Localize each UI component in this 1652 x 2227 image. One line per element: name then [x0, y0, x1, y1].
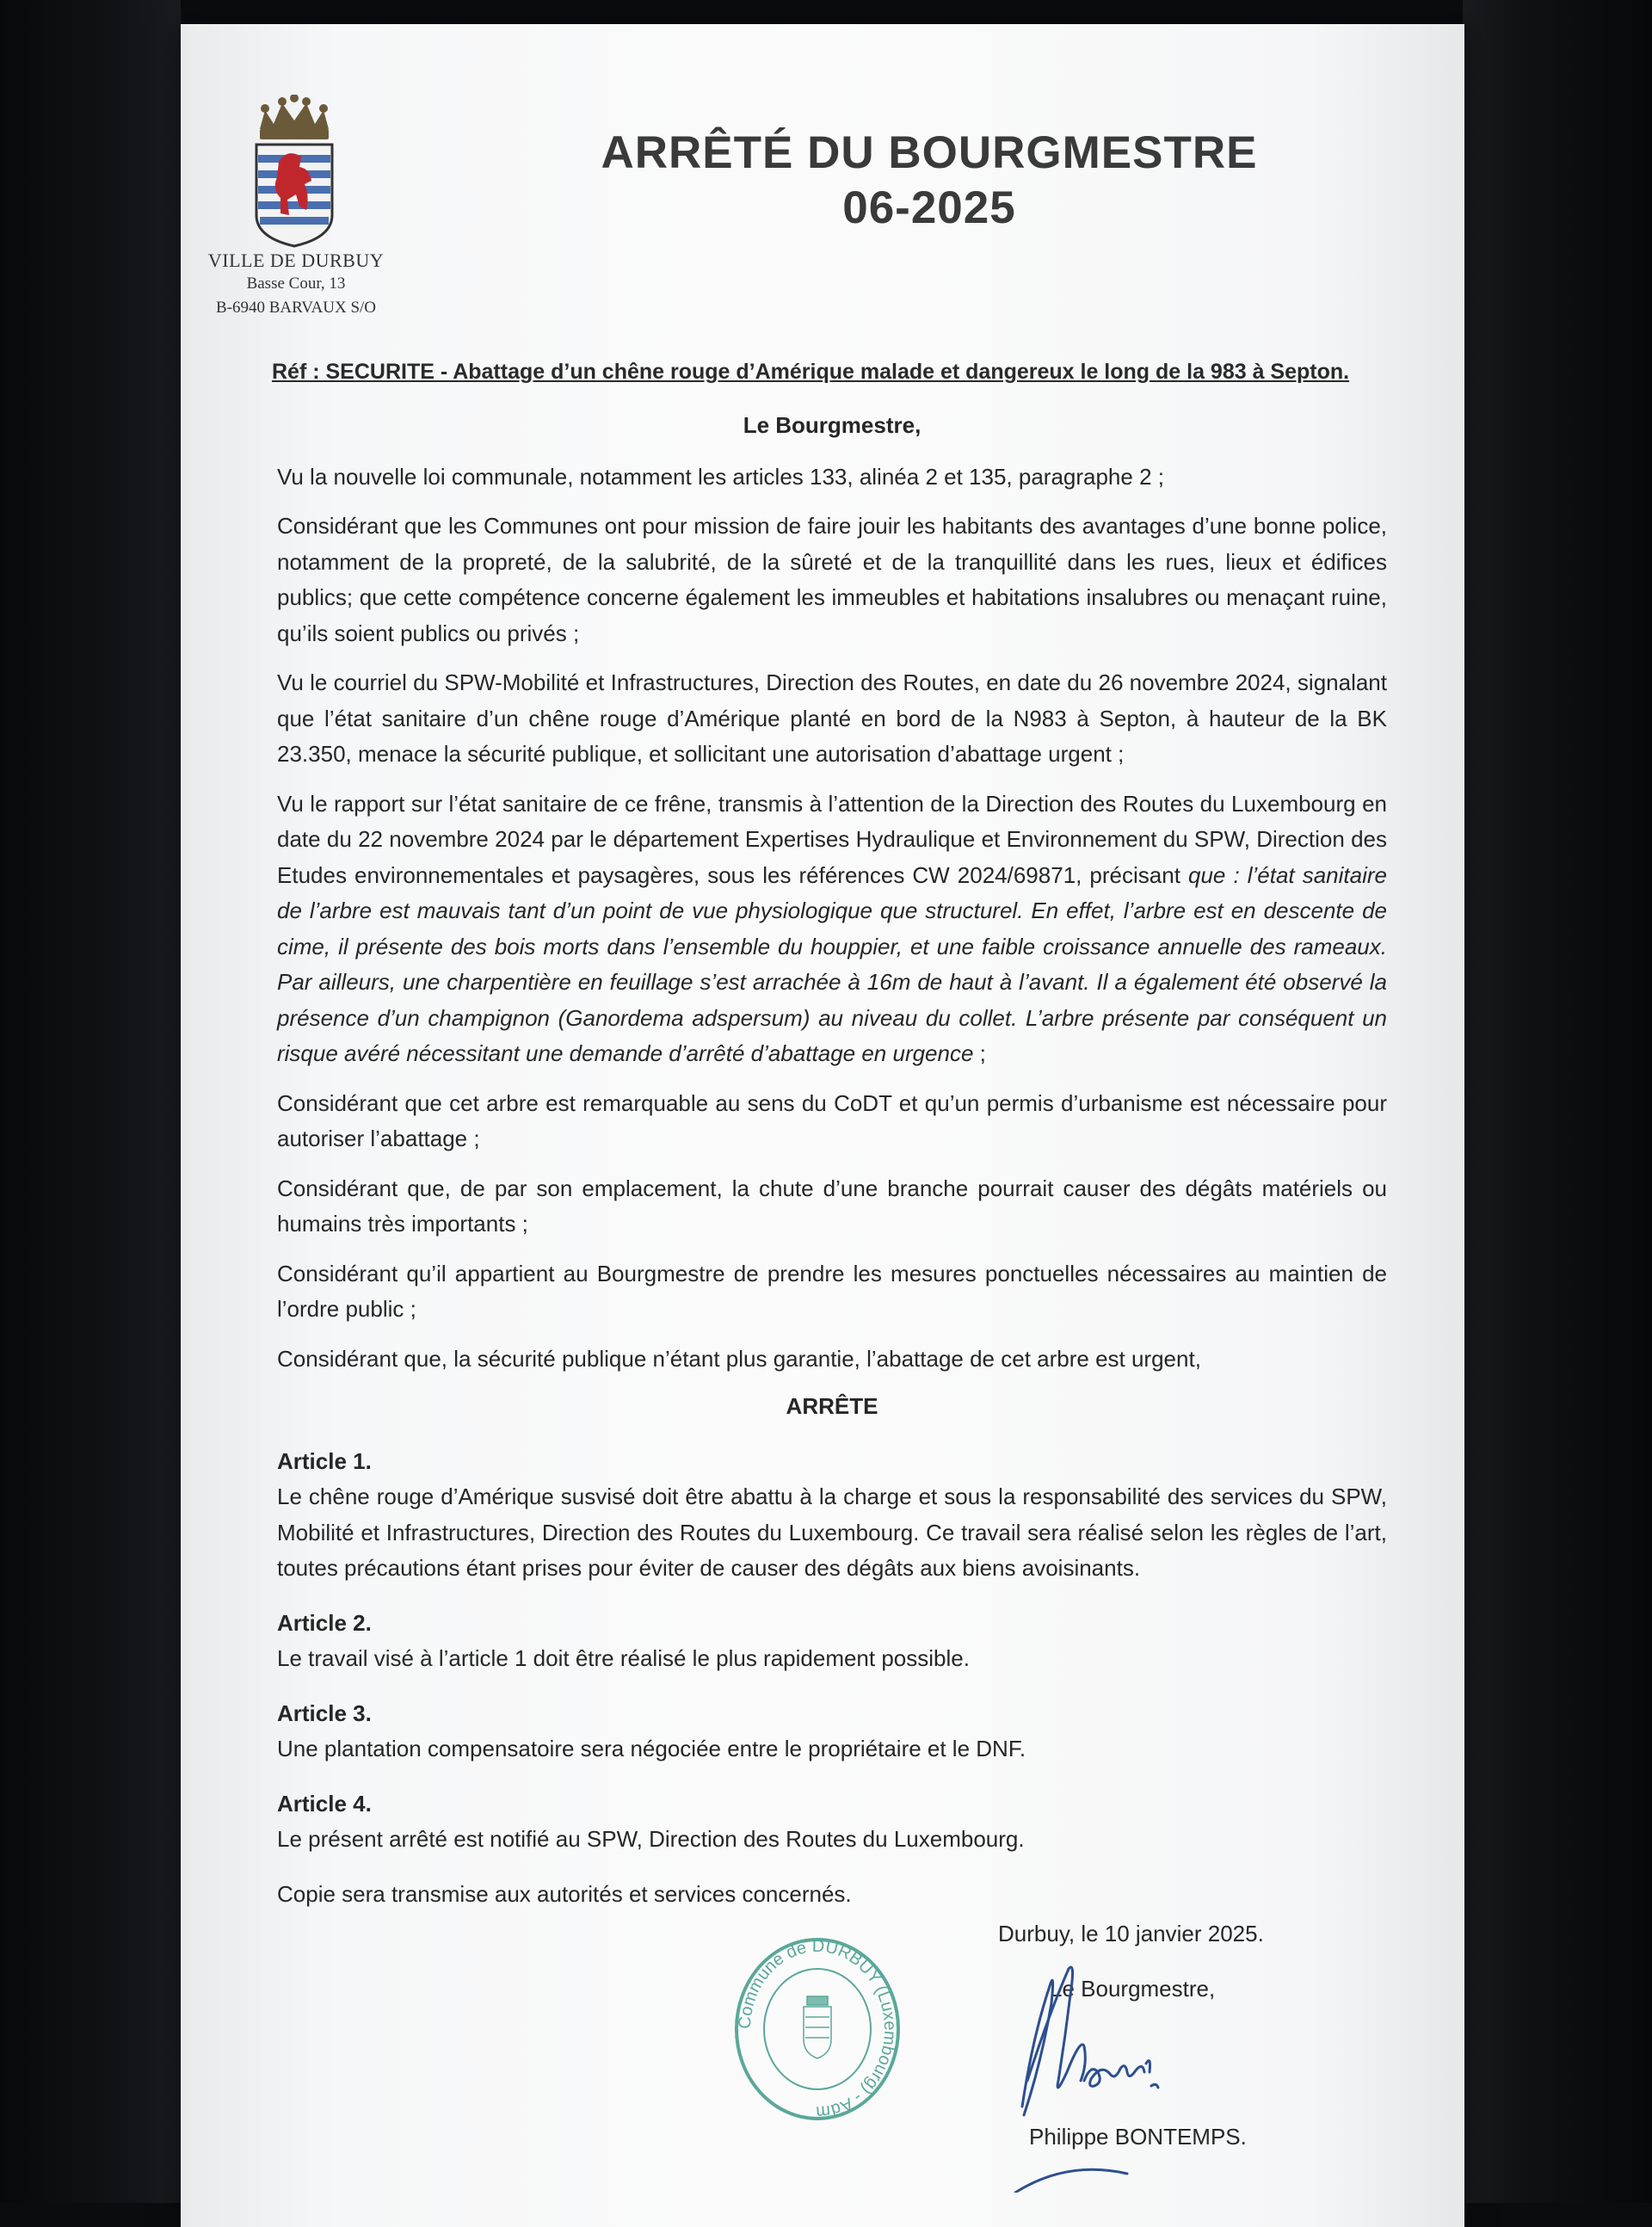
considerant-1: Considérant que cet arbre est remarquable au sens du CoDT et qu’un permis d’urbanisme est nécessaire pour autoriser l’abattage ;: [277, 1089, 1387, 1151]
copie-line: Copie sera transmise aux autorités et services concernés.: [277, 1880, 852, 1907]
document-page: [181, 24, 1464, 2227]
signature-title: Le Bourgmestre,: [1050, 1976, 1216, 2002]
paragraph-2: Considérant que les Communes ont pour mission de faire jouir les habitants des avantages d’une bonne police, notamment de la propreté, de la salubrité, de la sûreté et de la tranquillité dans les rues, lieux et édifices publics; que cette compétence concerne également les immeubles et habitations insalubres ou menaçant ruine, qu’ils soient publics ou privés ;: [277, 513, 1387, 646]
article-1-text: Le chêne rouge d’Amérique susvisé doit être abattu à la charge et sous la responsabilité des services du SPW, Mobilité et Infrastructures, Direction des Routes du Luxembourg. Ce travail sera réalisé selon les règles de l’art, toutes précautions étant prises pour éviter de causer des dégâts aux biens avoisinants.: [277, 1484, 1387, 1581]
signatory-name: Philippe BONTEMPS.: [1029, 2124, 1247, 2150]
report-end: ;: [973, 1040, 986, 1066]
considerant-2: Considérant que, de par son emplacement, la chute d’une branche pourrait causer des dégâts matériels ou humains très importants ;: [277, 1175, 1387, 1237]
document-title: [542, 126, 1316, 236]
article-3-heading: Article 3.: [277, 1700, 372, 1726]
article-1-heading: Article 1.: [277, 1447, 372, 1474]
address-line-1: Basse Cour, 13: [246, 275, 346, 293]
article-2-text: Le travail visé à l’article 1 doit être réalisé le plus rapidement possible.: [277, 1645, 970, 1671]
article-3-text: Une plantation compensatoire sera négociée entre le propriétaire et le DNF.: [277, 1736, 1026, 1761]
arrete-heading: ARRÊTE: [786, 1393, 878, 1419]
left-frame-edge: [0, 0, 181, 2203]
report-quote: que : l’état sanitaire de l’arbre est mauvais tant d’un point de vue physiologique que structurel. En effet, l’arbre est en descente de cime, il présente des bois morts dans l’ensemble du houppier, et une faible croissance annuelle des rameaux. Par ailleurs, une charpentière en feuillage s’est arrachée à 16m de haut à l’avant. Il a également été observé la présence d’un champignon (Ganordema adspersum) au niveau du collet. L’arbre présente par conséquent un risque avéré nécessitant une demande d’arrêté d’abattage en urgence: [277, 861, 1387, 1066]
municipal-stamp: [731, 1934, 903, 2124]
paragraph-1: Vu la nouvelle loi communale, notamment les articles 133, alinéa 2 et 135, paragraphe 2 ;: [277, 463, 1164, 490]
handwritten-signature: [998, 1934, 1222, 2193]
considerant-4: Considérant que, la sécurité publique n’étant plus garantie, l’abattage de cet arbre est urgent,: [277, 1345, 1201, 1372]
article-4-text: Le présent arrêté est notifié au SPW, Direction des Routes du Luxembourg.: [277, 1826, 1025, 1852]
right-frame-edge: [1463, 0, 1652, 2203]
document-body: [277, 408, 1387, 1912]
salutation: Le Bourgmestre,: [743, 412, 922, 438]
article-2-heading: Article 2.: [277, 1609, 372, 1636]
paragraph-3: Vu le courriel du SPW-Mobilité et Infrastructures, Direction des Routes, en date du 26 novembre 2024, signalant que l’état sanitaire d’un chêne rouge d’Amérique planté en bord de la N983 à Septon, à hauteur de la BK 23.350, menace la sécurité publique, et sollicitant une autorisation d’abattage urgent ;: [277, 669, 1387, 767]
coat-of-arms-icon: [250, 95, 339, 248]
report-paragraph: [277, 787, 1387, 1072]
considerant-3: Considérant qu’il appartient au Bourgmestre de prendre les mesures ponctuelles nécessaires au maintien de l’ordre public ;: [277, 1260, 1387, 1322]
report-intro: Vu le rapport sur l’état sanitaire de ce frêne, transmis à l’attention de la Direction des Routes du Luxembourg en date du 22 novembre 2024 par le département Expertises Hydraulique et Environnement du SPW, Direction des Etudes environnementales et paysagères, sous les références CW 2024/69871, précisant: [277, 790, 1387, 888]
article-4-heading: Article 4.: [277, 1790, 372, 1817]
title-line-1: ARRÊTÉ DU BOURGMESTRE: [601, 127, 1258, 178]
municipality-name: VILLE DE DURBUY: [207, 250, 385, 271]
reference-line: Réf : SECURITE - Abattage d’un chêne rouge d’Amérique malade et dangereux le long de la 983 à Septon.: [272, 360, 1350, 384]
municipality-block: [194, 250, 398, 320]
address-line-2: B-6940 BARVAUX S/O: [215, 299, 377, 317]
signature-place-date: Durbuy, le 10 janvier 2025.: [998, 1921, 1264, 1946]
title-line-2: 06-2025: [842, 182, 1016, 233]
stamp-text: Commune de DURBUY (Luxembourg) - Adm: [735, 1936, 900, 2122]
